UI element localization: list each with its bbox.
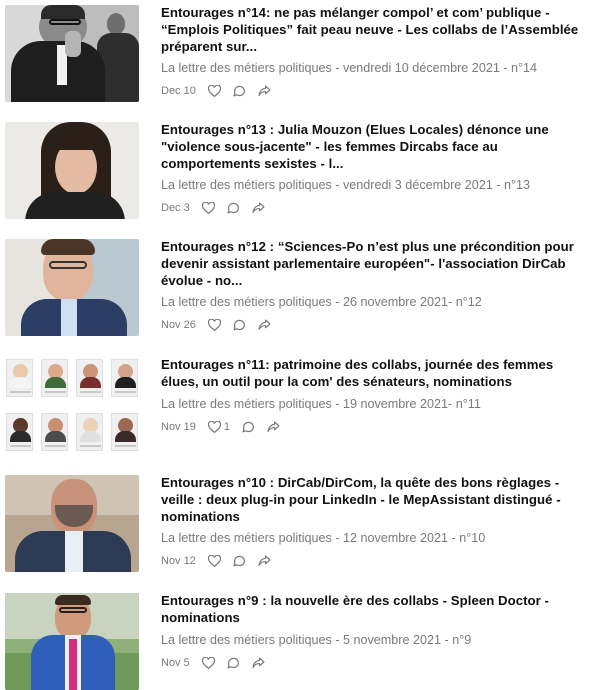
post-thumbnail[interactable] xyxy=(5,5,139,102)
comment-icon[interactable] xyxy=(233,85,246,97)
share-icon[interactable] xyxy=(267,421,280,433)
comment-icon[interactable] xyxy=(233,555,246,567)
share-icon[interactable] xyxy=(258,555,271,567)
post-date: Nov 12 xyxy=(161,555,196,568)
post-date: Nov 5 xyxy=(161,656,190,669)
post-thumbnail[interactable] xyxy=(5,593,139,690)
post-title[interactable]: Entourages n°9 : la nouvelle ère des collabs - Spleen Doctor - nominations xyxy=(161,593,549,625)
post-date: Dec 10 xyxy=(161,85,196,98)
post-subtitle: La lettre des métiers politiques - 26 novembre 2021- n°12 xyxy=(161,295,482,310)
post-date: Nov 26 xyxy=(161,319,196,332)
post-subtitle: La lettre des métiers politiques - 12 novembre 2021 - n°10 xyxy=(161,531,486,546)
comment-icon[interactable] xyxy=(233,319,246,331)
heart-icon[interactable] xyxy=(208,555,221,567)
post-subtitle: La lettre des métiers politiques - vendredi 10 décembre 2021 - n°14 xyxy=(161,61,538,76)
share-icon[interactable] xyxy=(252,657,265,669)
share-icon[interactable] xyxy=(252,202,265,214)
share-icon[interactable] xyxy=(258,85,271,97)
post-thumbnail[interactable] xyxy=(5,475,139,572)
post-thumbnail[interactable] xyxy=(5,239,139,336)
comment-icon[interactable] xyxy=(227,202,240,214)
post-subtitle: La lettre des métiers politiques - 19 novembre 2021- n°11 xyxy=(161,396,481,411)
heart-icon[interactable] xyxy=(208,319,221,331)
post-title[interactable]: Entourages n°11: patrimoine des collabs, journée des femmes élues, un outil pour la com' des sénateurs, nominations xyxy=(161,357,554,389)
post-title[interactable]: Entourages n°13 : Julia Mouzon (Elues Locales) dénonce une "violence sous-jacente" - les femmes Dircabs face au comportements sexistes - l... xyxy=(161,122,549,171)
post-date: Nov 19 xyxy=(161,420,196,433)
post-meta xyxy=(161,201,591,215)
comment-icon[interactable] xyxy=(227,657,240,669)
comment-icon[interactable] xyxy=(242,421,255,433)
post-date: Dec 3 xyxy=(161,202,190,215)
post-meta xyxy=(161,656,591,670)
post-title[interactable]: Entourages n°12 : “Sciences-Po n’est plus une précondition pour devenir assistant parlementaire européen"- l'association DirCab évolue - no... xyxy=(161,239,574,288)
post-title[interactable]: Entourages n°14: ne pas mélanger compol’ et com’ publique - “Emplois Politiques” fait peau neuve - Les collabs de l’Assemblée préparent sur... xyxy=(161,5,579,54)
heart-icon[interactable] xyxy=(208,85,221,97)
post-subtitle: La lettre des métiers politiques - vendredi 3 décembre 2021 - n°13 xyxy=(161,178,531,193)
post-thumbnail[interactable] xyxy=(5,357,139,454)
post-title[interactable]: Entourages n°10 : DirCab/DirCom, la quête des bons règlages - veille : deux plug-in pour LinkedIn - le MepAssistant distingué - nominations xyxy=(161,475,561,524)
post-meta xyxy=(161,554,591,568)
like-count: 1 xyxy=(223,420,230,433)
post-meta xyxy=(161,84,591,98)
heart-icon[interactable] xyxy=(208,421,230,433)
heart-icon[interactable] xyxy=(202,202,215,214)
heart-icon[interactable] xyxy=(202,657,215,669)
post-subtitle: La lettre des métiers politiques - 5 novembre 2021 - n°9 xyxy=(161,632,472,647)
post-meta xyxy=(161,420,591,434)
post-meta xyxy=(161,318,591,332)
share-icon[interactable] xyxy=(258,319,271,331)
post-thumbnail[interactable] xyxy=(5,122,139,219)
